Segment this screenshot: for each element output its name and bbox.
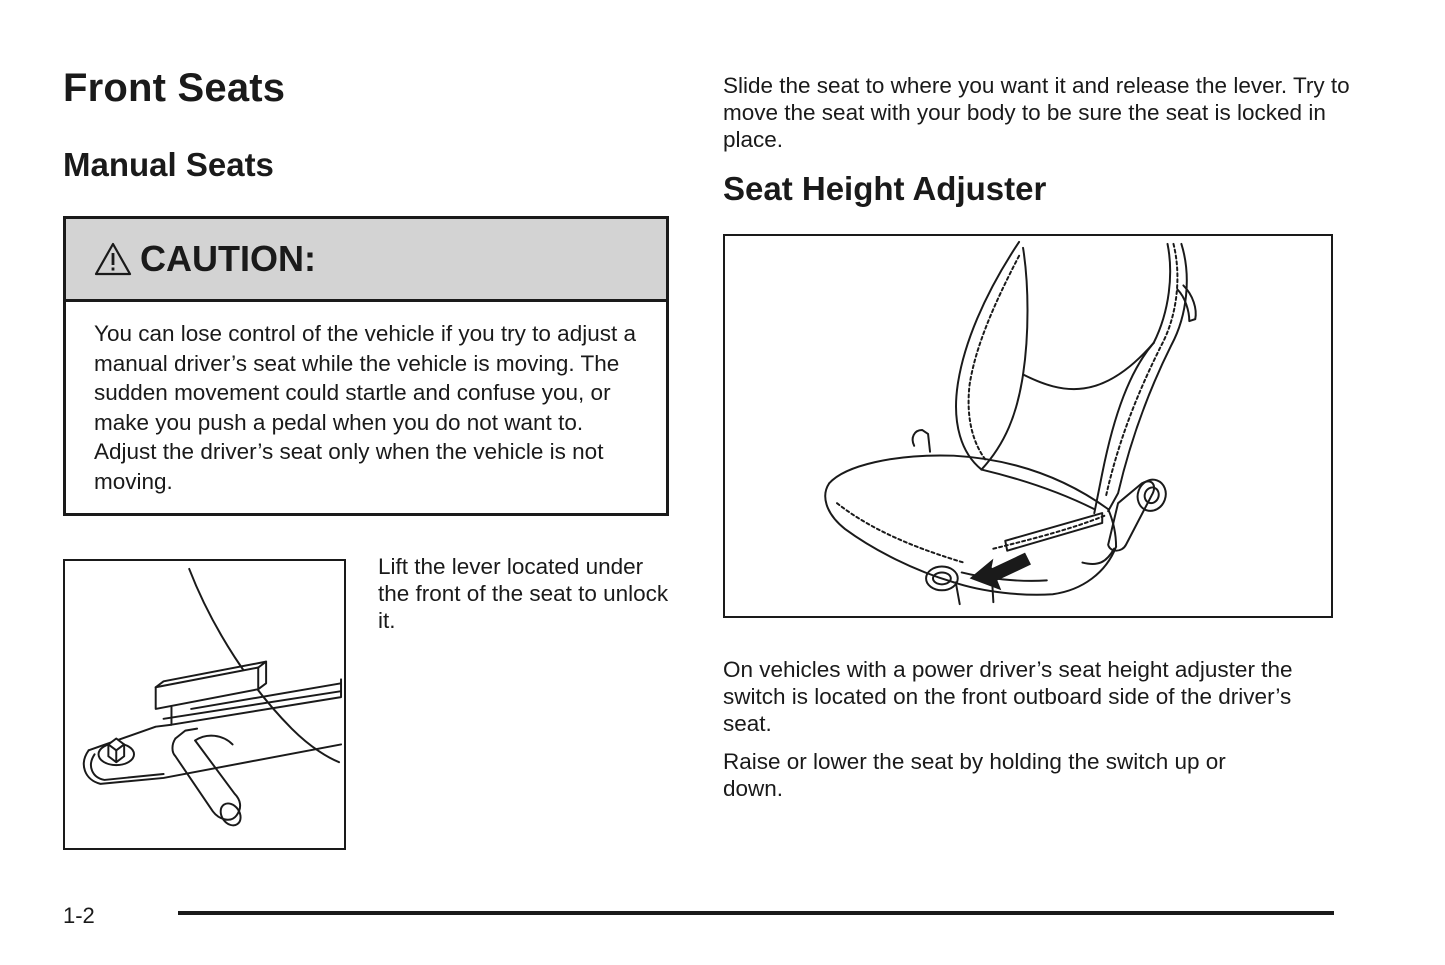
seat-height-illustration bbox=[723, 234, 1333, 618]
seat-lever-illustration bbox=[63, 559, 346, 850]
caution-box bbox=[63, 216, 669, 516]
lever-instruction-text: Lift the lever located under the front of the seat to unlock it. bbox=[378, 554, 669, 633]
page-title: Front Seats bbox=[63, 66, 286, 110]
section-heading-manual-seats: Manual Seats bbox=[63, 146, 274, 183]
footer-rule bbox=[178, 911, 1334, 915]
slide-instruction-text: Slide the seat to where you want it and release the lever. Try to move the seat with your body to be sure the seat is locked in place. bbox=[723, 73, 1350, 152]
page-number: 1-2 bbox=[63, 903, 95, 928]
power-adjuster-text: On vehicles with a power driver’s seat height adjuster the switch is located on the front outboard side of the driver’s seat. bbox=[723, 657, 1293, 736]
caution-text: You can lose control of the vehicle if you try to adjust a manual driver’s seat while the vehicle is moving. The sudden movement could startle and confuse you, or make you push a pedal when you do not want to. Adjust the driver’s seat only when the vehicle is not moving. bbox=[94, 321, 636, 494]
warning-triangle-icon bbox=[94, 242, 132, 276]
caution-header bbox=[66, 219, 666, 302]
caution-label: CAUTION: bbox=[140, 238, 316, 279]
raise-lower-text: Raise or lower the seat by holding the switch up or down. bbox=[723, 749, 1226, 801]
seat-height-drawing bbox=[725, 236, 1331, 616]
seat-lever-drawing bbox=[65, 561, 344, 848]
section-heading-seat-height: Seat Height Adjuster bbox=[723, 170, 1047, 207]
